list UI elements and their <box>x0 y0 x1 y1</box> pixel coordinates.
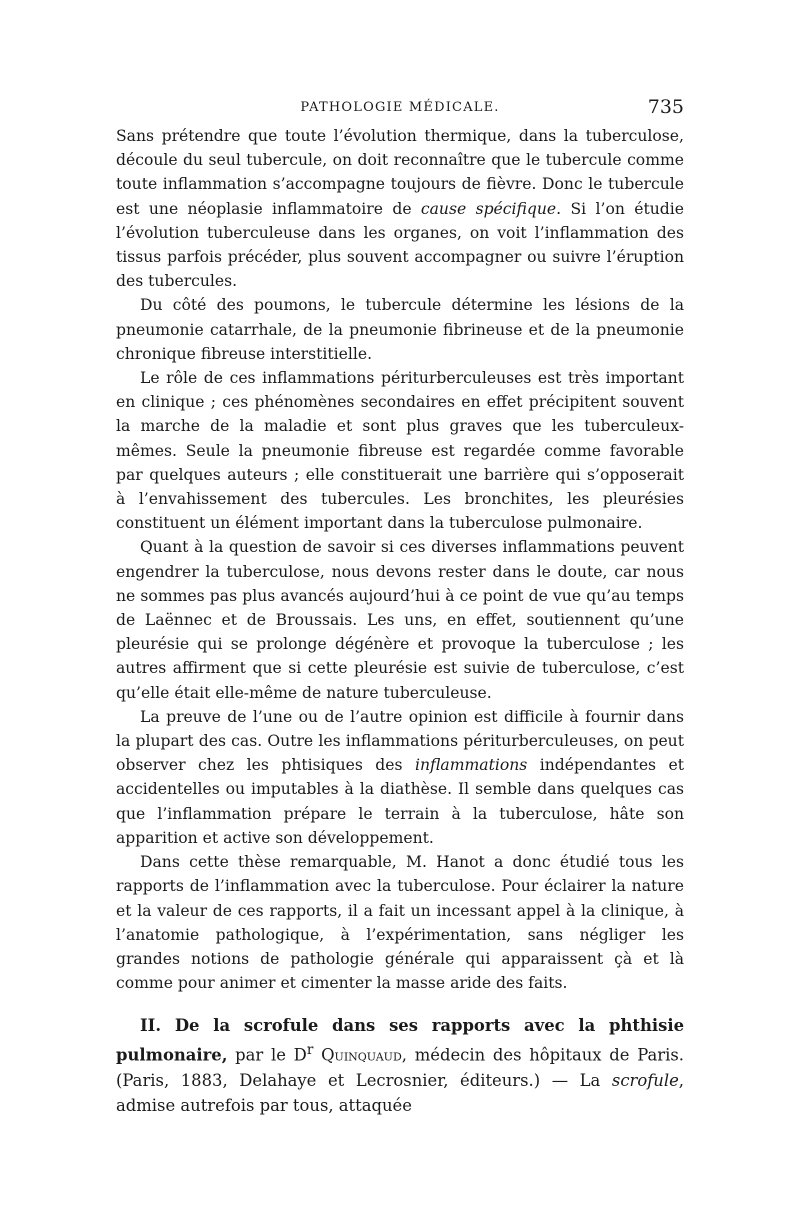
paragraph-preuve-opinion: La preuve de l’une ou de l’autre opinion est difficile à fournir dans la plupart des cas. Outre les inflammations périturberculeuses, on peut observer chez les phtisiques des inflammations indépendantes et accidentelles ou imputables à la diathèse. Il semble dans quelques cas que l’inflammation prépare le terrain à la tuberculose, hâte son apparition et active son développement. <box>116 707 684 847</box>
page-header <box>116 96 684 122</box>
paragraph-role-inflammations: Le rôle de ces inflammations périturberculeuses est très important en clinique ; ces phénomènes secondaires en effet précipitent souvent la marche de la maladie et sont plus graves que les tuberculeux-mêmes. Seule la pneumonie fibreuse est regardée comme favorable par quelques auteurs ; elle constituerait une barrière qui s’opposerait à l’envahissement des tubercules. Les bronchites, les pleurésies constituent un élément important dans la tuberculose pulmonaire. <box>116 369 684 533</box>
section-scrofule-phthisie: II. De la scrofule dans ses rapports avec la phthisie pulmonaire, par le $D^r$ Quinquaud, médecin des hôpitaux de Paris. (Paris, 1883, Delahaye et Lecrosnier, éditeurs.) — La scrofule, admise autrefois par tous, attaquée <box>116 1016 684 1115</box>
page-number: 735 <box>647 96 684 118</box>
paragraph-question-tuberculose: Quant à la question de savoir si ces diverses inflammations peuvent engendrer la tuberculose, nous devons rester dans le doute, car nous ne sommes pas plus avancés aujourd’hui à ce point de vue qu’au temps de Laënnec et de Broussais. Les uns, en effet, soutiennent qu’une pleurésie qui se prolonge dégénère et provoque la tuberculose ; les autres affirment que si cette pleurésie est suivie de tuberculose, c’est qu’elle était elle-même de nature tuberculeuse. <box>116 538 684 702</box>
section-title: II. De la scrofule dans ses rapports avec la phthisie pulmonaire, <box>116 1016 684 1065</box>
running-title: PATHOLOGIE MÉDICALE. <box>300 100 500 115</box>
document-page <box>116 96 684 1118</box>
author-name: Quinquaud <box>321 1045 402 1065</box>
paragraph-these-hanot: Dans cette thèse remarquable, M. Hanot a donc étudié tous les rapports de l’inflammation avec la tuberculose. Pour éclairer la nature et la valeur de ces rapports, il a fait un incessant appel à la clinique, à l’anatomie pathologique, à l’expérimentation, sans négliger les grandes notions de pathologie générale qui apparaissent çà et là comme pour animer et cimenter la masse aride des faits. <box>116 853 684 993</box>
paragraph-evolution-thermique: Sans prétendre que toute l’évolution thermique, dans la tuberculose, découle du seul tubercule, on doit reconnaître que le tubercule comme toute inflammation s’accompagne toujours de fièvre. Donc le tubercule est une néoplasie inflammatoire de cause spécifique. Si l’on étudie l’évolution tuberculeuse dans les organes, on voit l’inflammation des tissus parfois précéder, plus souvent accompagner ou suivre l’éruption des tubercules. <box>116 127 684 291</box>
paragraph-poumons: Du côté des poumons, le tubercule détermine les lésions de la pneumonie catarrhale, de la pneumonie fibrineuse et de la pneumonie chronique fibreuse interstitielle. <box>116 296 684 363</box>
